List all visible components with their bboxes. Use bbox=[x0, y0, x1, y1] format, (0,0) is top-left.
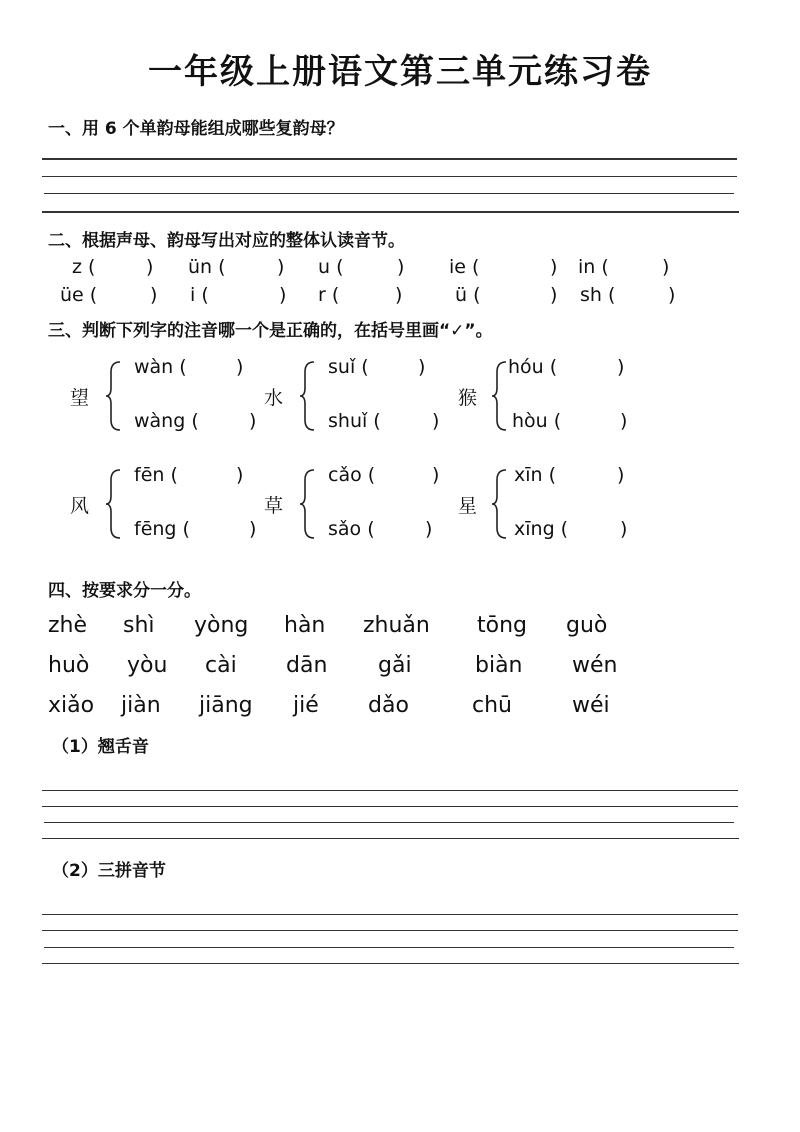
syllable-blank[interactable]: i ( bbox=[190, 284, 209, 306]
close-paren: ) bbox=[662, 256, 670, 278]
close-paren: ) bbox=[418, 356, 426, 378]
close-paren: ) bbox=[425, 518, 433, 540]
syllable: cài bbox=[205, 653, 237, 678]
answer-line[interactable] bbox=[42, 914, 738, 915]
syllable: yòu bbox=[127, 653, 168, 678]
close-paren: ) bbox=[249, 410, 257, 432]
answer-line[interactable] bbox=[42, 790, 738, 791]
syllable: dǎo bbox=[368, 693, 409, 718]
answer-line[interactable] bbox=[42, 806, 738, 807]
syllable: guò bbox=[566, 613, 608, 638]
syllable: jiàn bbox=[121, 693, 161, 718]
close-paren: ) bbox=[432, 464, 440, 486]
left-brace bbox=[298, 360, 318, 432]
answer-line[interactable] bbox=[42, 930, 738, 931]
syllable: wéi bbox=[572, 693, 610, 718]
answer-line[interactable] bbox=[42, 963, 739, 964]
close-paren: ) bbox=[146, 256, 154, 278]
close-paren: ) bbox=[249, 518, 257, 540]
syllable-blank[interactable]: r ( bbox=[318, 284, 340, 306]
syllable-blank[interactable]: ün ( bbox=[188, 256, 226, 278]
close-paren: ) bbox=[668, 284, 676, 306]
character: 星 bbox=[458, 495, 478, 517]
left-brace bbox=[490, 468, 510, 540]
close-paren: ) bbox=[395, 284, 403, 306]
syllable: jié bbox=[293, 693, 319, 718]
pinyin-option[interactable]: sǎo ( bbox=[328, 518, 375, 540]
character: 草 bbox=[264, 495, 284, 517]
answer-line[interactable] bbox=[44, 947, 734, 948]
pinyin-option[interactable]: xīng ( bbox=[514, 518, 569, 540]
pinyin-option[interactable]: wàn ( bbox=[134, 356, 187, 378]
syllable: wén bbox=[572, 653, 618, 678]
pinyin-option[interactable]: shuǐ ( bbox=[328, 410, 381, 432]
syllable: chū bbox=[472, 693, 512, 718]
syllable: shì bbox=[123, 613, 155, 638]
answer-line[interactable] bbox=[44, 822, 734, 823]
close-paren: ) bbox=[620, 410, 628, 432]
close-paren: ) bbox=[620, 518, 628, 540]
syllable: zhuǎn bbox=[363, 613, 430, 638]
character: 猴 bbox=[458, 387, 478, 409]
close-paren: ) bbox=[550, 284, 558, 306]
syllable: dān bbox=[286, 653, 328, 678]
question-4-prompt: 四、按要求分一分。 bbox=[48, 581, 201, 601]
syllable: hàn bbox=[284, 613, 326, 638]
left-brace bbox=[104, 360, 124, 432]
left-brace bbox=[490, 360, 510, 432]
question-3-prompt: 三、判断下列字的注音哪一个是正确的，在括号里画“✓”。 bbox=[48, 321, 493, 341]
syllable-blank[interactable]: z ( bbox=[72, 256, 96, 278]
character: 水 bbox=[264, 387, 284, 409]
syllable-blank[interactable]: ie ( bbox=[449, 256, 480, 278]
syllable: tōng bbox=[477, 613, 527, 638]
pinyin-option[interactable]: wàng ( bbox=[134, 410, 199, 432]
close-paren: ) bbox=[432, 410, 440, 432]
answer-line[interactable] bbox=[42, 158, 737, 160]
syllable-blank[interactable]: sh ( bbox=[580, 284, 616, 306]
syllable: zhè bbox=[48, 613, 88, 638]
page-title: 一年级上册语文第三单元练习卷 bbox=[148, 52, 652, 92]
character: 风 bbox=[70, 495, 90, 517]
pinyin-option[interactable]: xīn ( bbox=[514, 464, 557, 486]
pinyin-option[interactable]: hóu ( bbox=[508, 356, 558, 378]
syllable-blank[interactable]: ü ( bbox=[455, 284, 481, 306]
syllable: huò bbox=[48, 653, 90, 678]
close-paren: ) bbox=[277, 256, 285, 278]
answer-line[interactable] bbox=[44, 193, 734, 194]
syllable: gǎi bbox=[378, 653, 412, 678]
character: 望 bbox=[70, 387, 90, 409]
syllable-blank[interactable]: u ( bbox=[318, 256, 344, 278]
question-2-prompt: 二、根据声母、韵母写出对应的整体认读音节。 bbox=[48, 231, 405, 251]
pinyin-option[interactable]: hòu ( bbox=[512, 410, 562, 432]
syllable: biàn bbox=[475, 653, 523, 678]
answer-line[interactable] bbox=[42, 838, 739, 839]
answer-line[interactable] bbox=[42, 211, 739, 213]
subquestion-1-label: （1）翘舌音 bbox=[52, 737, 149, 757]
answer-line[interactable] bbox=[42, 176, 737, 177]
pinyin-option[interactable]: cǎo ( bbox=[328, 464, 376, 486]
syllable: jiāng bbox=[199, 693, 253, 718]
left-brace bbox=[298, 468, 318, 540]
close-paren: ) bbox=[397, 256, 405, 278]
close-paren: ) bbox=[279, 284, 287, 306]
pinyin-option[interactable]: suǐ ( bbox=[328, 356, 369, 378]
left-brace bbox=[104, 468, 124, 540]
close-paren: ) bbox=[550, 256, 558, 278]
close-paren: ) bbox=[617, 464, 625, 486]
syllable-blank[interactable]: üe ( bbox=[60, 284, 98, 306]
question-1-prompt: 一、用 6 个单韵母能组成哪些复韵母？ bbox=[48, 119, 344, 139]
close-paren: ) bbox=[236, 464, 244, 486]
subquestion-2-label: （2）三拼音节 bbox=[52, 861, 166, 881]
pinyin-option[interactable]: fēn ( bbox=[134, 464, 178, 486]
pinyin-option[interactable]: fēng ( bbox=[134, 518, 190, 540]
close-paren: ) bbox=[150, 284, 158, 306]
syllable: xiǎo bbox=[48, 693, 95, 718]
close-paren: ) bbox=[236, 356, 244, 378]
syllable-blank[interactable]: in ( bbox=[578, 256, 609, 278]
syllable: yòng bbox=[194, 613, 249, 638]
close-paren: ) bbox=[617, 356, 625, 378]
